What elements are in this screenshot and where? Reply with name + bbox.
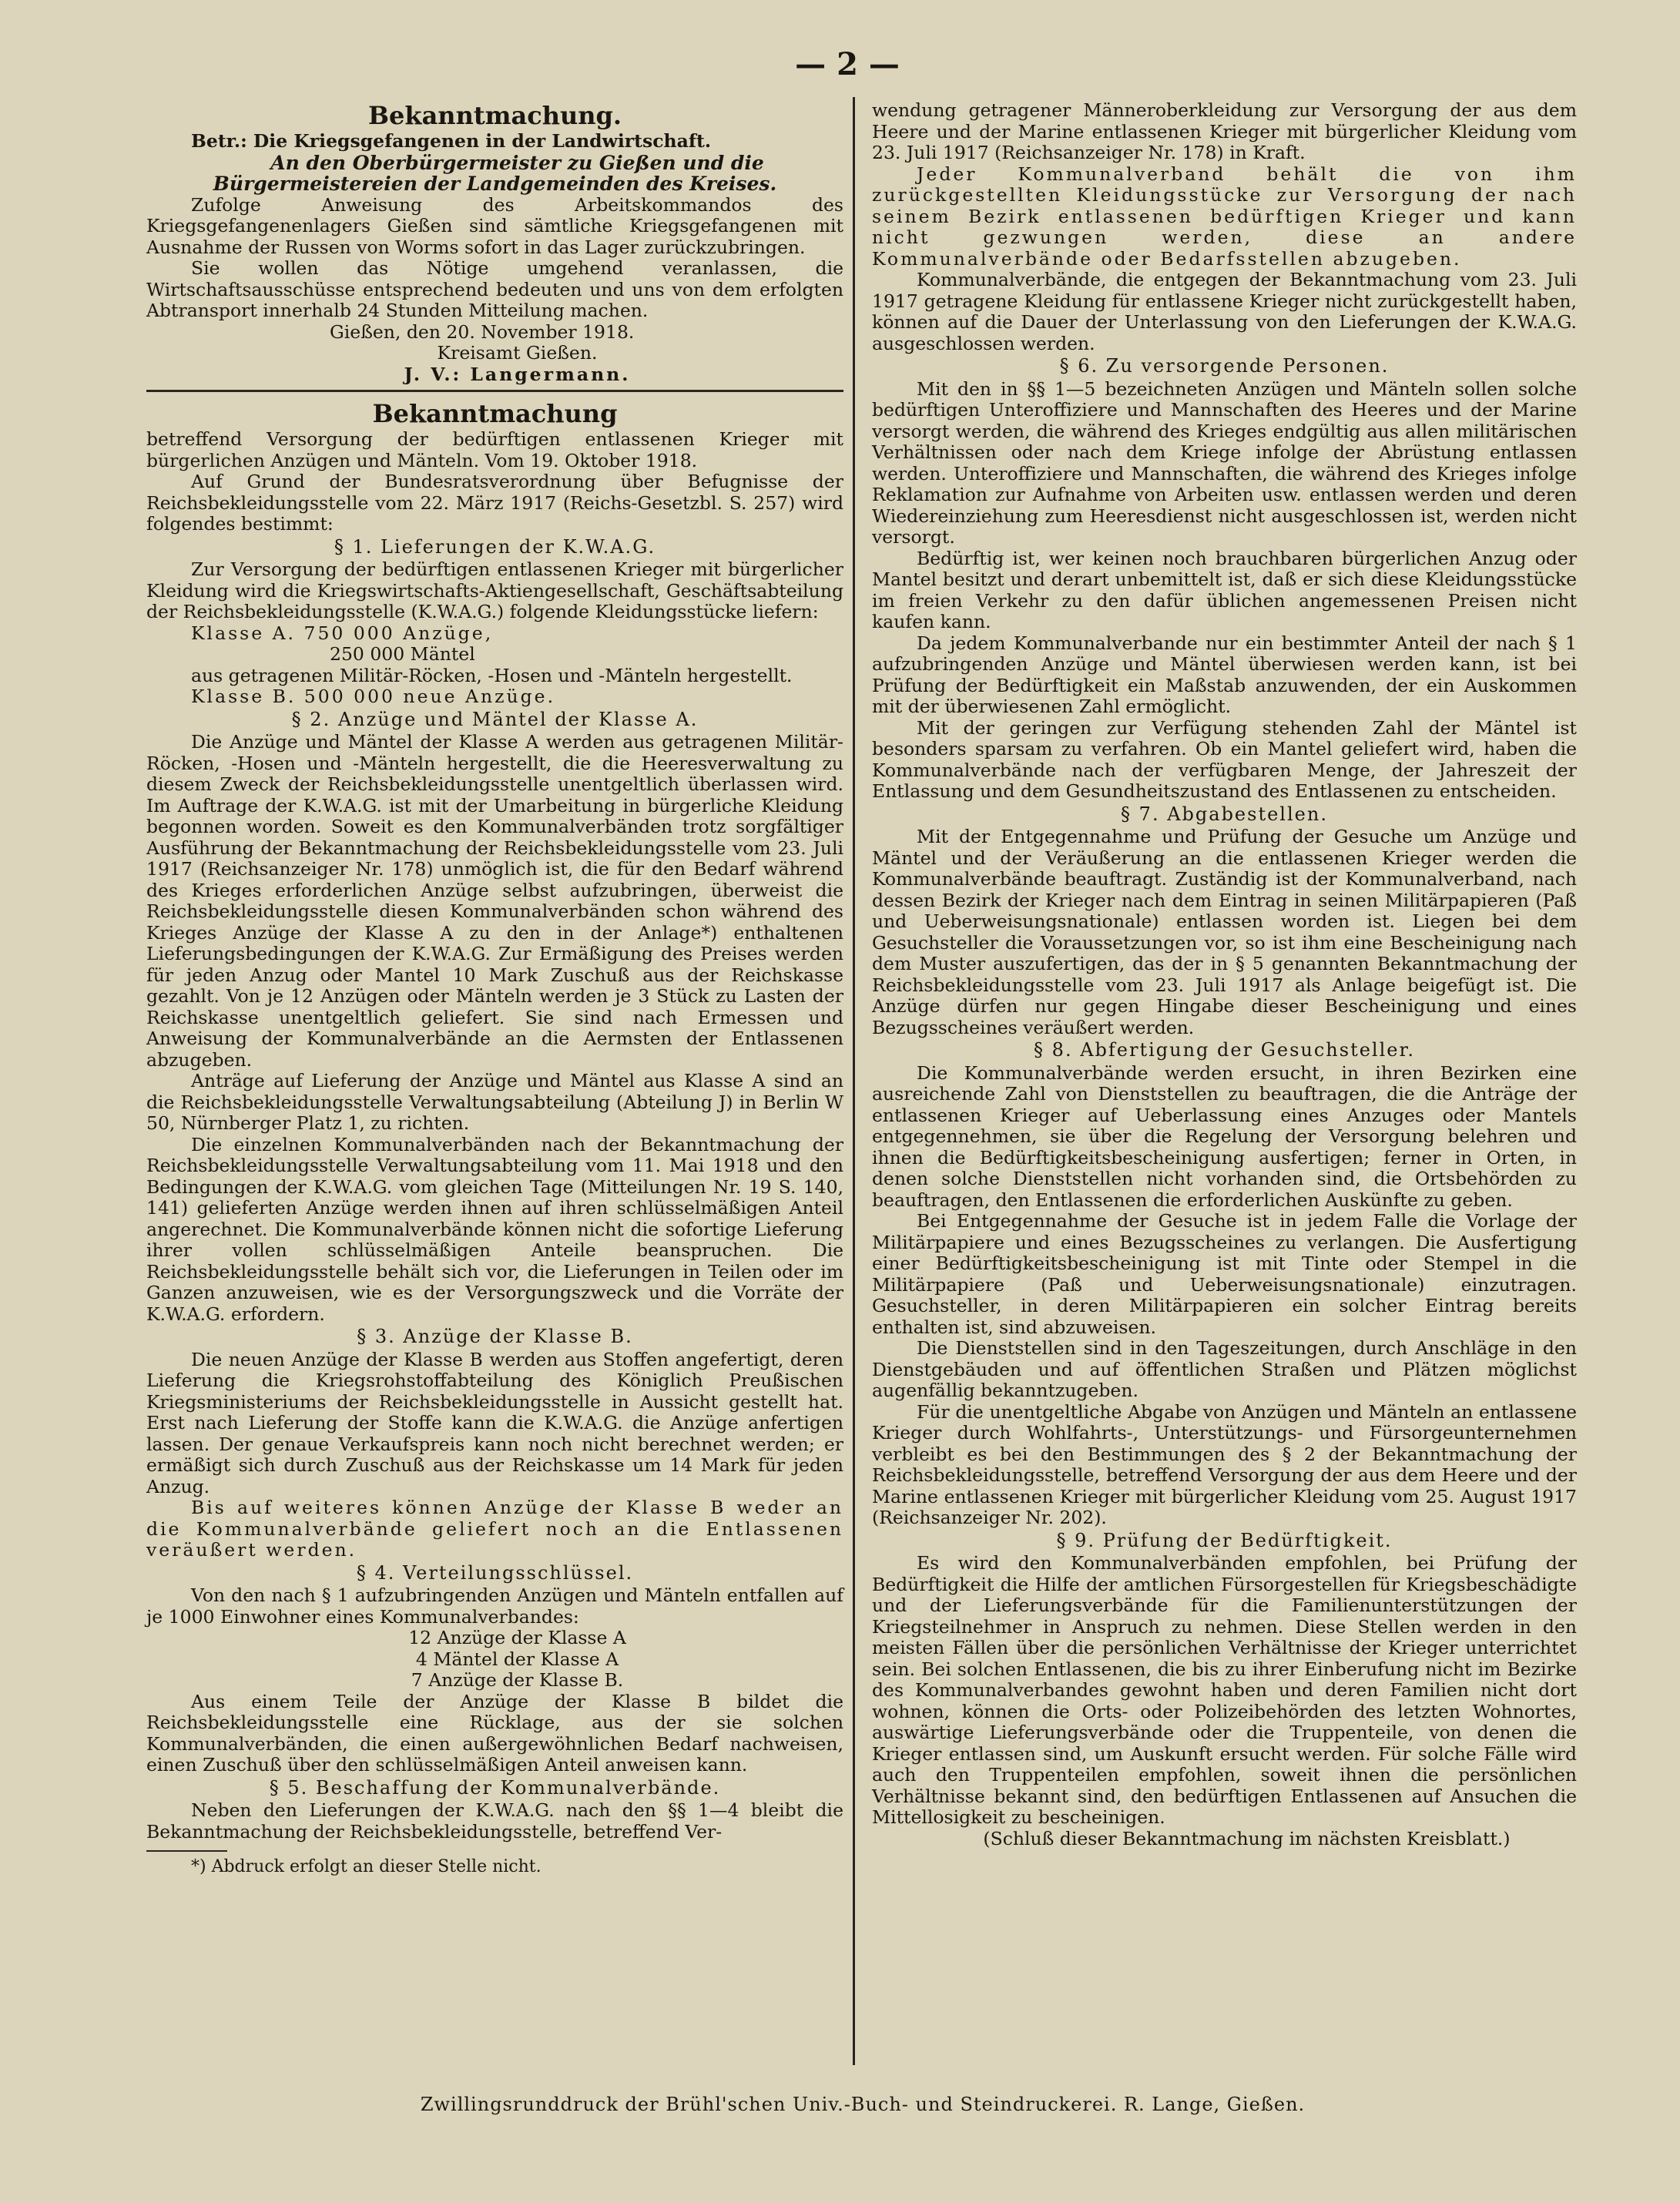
notice-paragraph: Sie wollen das Nötige umgehend veranlassen, die Wirtschaftsausschüsse entsprechend bedeuten und uns von dem erfolgten Abtransport innerhalb 24 Stunden Mitteilung machen. bbox=[146, 257, 843, 321]
printer-imprint: Zwillingsrunddruck der Brühl'schen Univ.-Buch- und Steindruckerei. R. Lange, Gießen. bbox=[420, 2094, 1306, 2115]
section-title: § 6. Zu versorgende Personen. bbox=[1059, 355, 1390, 377]
section-title: § 3. Anzüge der Klasse B. bbox=[357, 1326, 633, 1347]
section-text: Da jedem Kommunalverbande nur ein bestimmter Anteil der nach § 1 aufzubringenden Anzüge und Mäntel überwiesen werden kann, ist bei Prüfung der Bedürftigkeit ein Maßstab anzuwenden, der ein Auskommen mit der überwiesenen Zahl ermöglicht. bbox=[872, 632, 1577, 717]
notice-addressee: An den Oberbürgermeister zu Gießen und die Bürgermeistereien der Landgemeinden des Kreises. bbox=[213, 151, 777, 195]
notice-clothing bbox=[146, 398, 843, 1878]
section-text: Die einzelnen Kommunalverbänden nach der Bekanntmachung der Reichsbekleidungsstelle Verwaltungsabteilung vom 11. Mai 1918 und den Bedingungen der K.W.A.G. vom gleichen Tage (Mitteilungen Nr. 19 S. 140, 141) gelieferten Anzüge werden ihnen auf ihren schlüsselmäßigen Anteil angerechnet. Die Kommunalverbände können nicht die sofortige Lieferung ihrer vollen schlüsselmäßigen Anteile beanspruchen. Die Reichsbekleidungsstelle behält sich vor, die Lieferungen in Teilen oder im Ganzen anzuweisen, wie es der Versorgungszweck und die Vorräte der K.W.A.G. erfordern. bbox=[146, 1133, 843, 1325]
section-text: Von den nach § 1 aufzubringenden Anzügen und Mänteln entfallen auf je 1000 Einwohner eines Kommunalverbandes: bbox=[146, 1584, 843, 1628]
footnote: *) Abdruck erfolgt an dieser Stelle nicht. bbox=[191, 1857, 542, 1876]
section-title: § 9. Prüfung der Bedürftigkeit. bbox=[1056, 1529, 1393, 1551]
notice-heading: Bekanntmachung. bbox=[367, 101, 622, 130]
page-number: — 2 — bbox=[795, 46, 900, 82]
footnote-rule bbox=[146, 1850, 227, 1852]
closing-note: (Schluß dieser Bekanntmachung im nächsten Kreisblatt.) bbox=[983, 1827, 1511, 1849]
section-text: Jeder Kommunalverband behält die von ihm zurückgestellten Kleidungsstücke zur Versorgung der nach seinem Bezirk entlassenen bedürftigen Krieger und kann nicht gezwungen werden, diese an andere Kommunalverbände oder Bedarfsstellen abzugeben. bbox=[872, 163, 1577, 270]
section-text: Anträge auf Lieferung der Anzüge und Mäntel aus Klasse A sind an die Reichsbekleidungsstelle Verwaltungsabteilung (Abteilung J) in Berlin W 50, Nürnberger Platz 1, zu richten. bbox=[146, 1070, 843, 1134]
notice-subject: Betr.: Die Kriegsgefangenen in der Landwirtschaft. bbox=[191, 130, 712, 152]
notice-prisoners bbox=[146, 100, 843, 385]
section-text: Bedürftig ist, wer keinen noch brauchbaren bürgerlichen Anzug oder Mantel besitzt und derart unbemittelt ist, daß er sich diese Kleidungsstücke im freien Verkehr zu den dafür üblichen angemessenen Preisen nicht kaufen kann. bbox=[872, 547, 1577, 632]
section-title: § 4. Verteilungsschlüssel. bbox=[356, 1561, 634, 1584]
section-text: Die Dienststellen sind in den Tageszeitungen, durch Anschläge in den Dienstgebäuden und auf öffentlichen Straßen und Plätzen möglichst augenfällig bekanntzugeben. bbox=[872, 1337, 1577, 1401]
section-text: Zur Versorgung der bedürftigen entlassenen Krieger mit bürgerlicher Kleidung wird die Kriegswirtschafts-Aktiengesellschaft, Geschäftsabteilung der Reichsbekleidungsstelle (K.W.A.G.) folgende Kleidungsstücke liefern: bbox=[146, 558, 843, 622]
section-title: § 8. Abfertigung der Gesuchsteller. bbox=[1034, 1039, 1415, 1061]
distribution-item: 4 Mäntel der Klasse A bbox=[415, 1648, 619, 1670]
divider bbox=[146, 390, 843, 392]
klasse-b-line: Klasse B. 500 000 neue Anzüge. bbox=[191, 686, 556, 707]
right-column bbox=[872, 100, 1577, 1849]
section-text: Es wird den Kommunalverbänden empfohlen, bei Prüfung der Bedürftigkeit die Hilfe der amtlichen Fürsorgestellen für Kriegsbeschädigte und der Lieferungsverbände für die Familienunterstützungen der Kriegsteilnehmer in Anspruch zu nehmen. Diese Stellen werden in den meisten Fällen über die persönlichen Verhältnisse der Krieger unterrichtet sein. Bei solchen Entlassenen, die bis zu ihrer Einberufung nicht im Bezirke des Kommunalverbandes gewohnt haben und deren Familien nicht dort wohnen, können die Orts- oder Polizeibehörden des letzten Wohnortes, auswärtige Lieferungsverbände oder die Truppenteile, von denen die Krieger entlassen sind, um Auskunft ersucht werden. Für solche Fälle wird auch den Truppenteilen empfohlen, soweit ihnen die persönlichen Verhältnisse bekannt sind, den bedürftigen Entlassenen auf Ansuchen die Mittellosigkeit zu bescheinigen. bbox=[872, 1552, 1577, 1828]
section-text: Für die unentgeltliche Abgabe von Anzügen und Mänteln an entlassene Krieger durch Wohlfahrts-, Unterstützungs- und Fürsorgeunternehmen verbleibt es bei den Bestimmungen des § 2 der Bekanntmachung der Reichsbekleidungsstelle, betreffend Versorgung der aus dem Heere und der Marine entlassenen Krieger mit bürgerlicher Kleidung vom 25. August 1917 (Reichsanzeiger Nr. 202). bbox=[872, 1400, 1577, 1528]
notice-signature: J. V.: Langermann. bbox=[404, 363, 631, 385]
column-divider bbox=[853, 97, 855, 2065]
notice-office: Kreisamt Gießen. bbox=[437, 342, 598, 364]
section-text: Neben den Lieferungen der K.W.A.G. nach den §§ 1—4 bleibt die Bekanntmachung der Reichsbekleidungsstelle, betreffend Ver- bbox=[146, 1799, 843, 1843]
distribution-item: 7 Anzüge der Klasse B. bbox=[411, 1669, 624, 1691]
klasse-a-line: 250 000 Mäntel bbox=[330, 643, 475, 665]
section-text: Die neuen Anzüge der Klasse B werden aus Stoffen angefertigt, deren Lieferung die Kriegsrohstoffabteilung des Königlich Preußischen Kriegsministeriums der Reichsbekleidungsstelle in Aussicht gestellt hat. Erst nach Lieferung der Stoffe kann die K.W.A.G. die Anzüge anfertigen lassen. Der genaue Verkaufspreis kann noch nicht berechnet werden; er ermäßigt sich durch Zuschuß aus der Reichskasse um 14 Mark für jeden Anzug. bbox=[146, 1348, 843, 1497]
klasse-a-line: Klasse A. 750 000 Anzüge, bbox=[191, 622, 494, 644]
left-column bbox=[146, 100, 843, 1878]
notice-basis: Auf Grund der Bundesratsverordnung über Befugnisse der Reichsbekleidungsstelle vom 22. März 1917 (Reichs-Gesetzbl. S. 257) wird folgendes bestimmt: bbox=[146, 471, 843, 535]
section-text: Bei Entgegennahme der Gesuche ist in jedem Falle die Vorlage der Militärpapiere und eines Bezugsscheines zu verlangen. Die Ausfertigung einer Bedürftigkeitsbescheinigung ist mit Tinte oder Stempel in die Militärpapiere (Paß und Ueberweisungsnationale) einzutragen. Gesuchsteller, in deren Militärpapieren ein solcher Eintrag bereits enthalten ist, sind abzuweisen. bbox=[872, 1210, 1577, 1338]
section-title: § 1. Lieferungen der K.W.A.G. bbox=[334, 535, 656, 558]
section-text: Mit den in §§ 1—5 bezeichneten Anzügen und Mänteln sollen solche bedürftigen Unteroffiziere und Mannschaften des Heeres und der Marine versorgt werden, die während des Krieges endgültig aus allen militärischen Verhältnissen oder nach dem Kriege infolge der Abrüstung entlassen werden. Unteroffiziere und Mannschaften, die während des Krieges infolge Reklamation zur Aufnahme von Arbeiten usw. entlassen werden und deren Wiedereinziehung zum Heeresdienst nicht ausgeschlossen ist, werden nicht versorgt. bbox=[872, 377, 1577, 548]
klasse-a-line: aus getragenen Militär-Röcken, -Hosen und -Mänteln hergestellt. bbox=[191, 664, 793, 686]
notice-paragraph: Zufolge Anweisung des Arbeitskommandos des Kriegsgefangenenlagers Gießen sind sämtliche Kriegsgefangenen mit Ausnahme der Russen von Worms sofort in das Lager zurückzubringen. bbox=[146, 193, 843, 258]
section-title: § 2. Anzüge und Mäntel der Klasse A. bbox=[291, 708, 699, 730]
section-text: Die Kommunalverbände werden ersucht, in ihren Bezirken eine ausreichende Zahl von Dienststellen zu beauftragen, die die Anträge der entlassenen Krieger auf Ueberlassung eines Anzuges oder Mantels entgegennehmen, sie über die Regelung der Versorgung belehren und ihnen die Bedürftigkeitsbescheinigung ausfertigen; ferner in Orten, in denen solche Dienststellen nicht vorhanden sind, die Ortsbehörden zu beauftragen, den Entlassenen die erforderlichen Auskünfte zu geben. bbox=[872, 1061, 1577, 1211]
section-text: Mit der Entgegennahme und Prüfung der Gesuche um Anzüge und Mäntel und der Veräußerung an die entlassenen Krieger werden die Kommunalverbände beauftragt. Zuständig ist der Kommunalverband, nach dessen Bezirk der Krieger nach dem Eintrag in seinen Militärpapieren (Paß und Ueberweisungsnationale) entlassen worden ist. Liegen bei dem Gesuchsteller die Voraussetzungen vor, so ist ihm eine Bescheinigung nach dem Muster auszufertigen, das der in § 5 genannten Bekanntmachung der Reichsbekleidungsstelle vom 23. Juli 1917 als Anlage beigefügt ist. Die Anzüge dürfen nur gegen Hingabe dieser Bescheinigung und eines Bezugsscheines veräußert werden. bbox=[872, 826, 1577, 1038]
section-text: Aus einem Teile der Anzüge der Klasse B bildet die Reichsbekleidungsstelle eine Rücklage, aus der sie solchen Kommunalverbänden, die einen außergewöhnlichen Bedarf nachweisen, einen Zuschuß über den schlüsselmäßigen Anteil anweisen kann. bbox=[146, 1690, 843, 1775]
notice-intro: betreffend Versorgung der bedürftigen entlassenen Krieger mit bürgerlichen Anzügen und Mänteln. Vom 19. Oktober 1918. bbox=[146, 428, 843, 471]
notice-date: Gießen, den 20. November 1918. bbox=[330, 320, 635, 343]
section-text: Mit der geringen zur Verfügung stehenden Zahl der Mäntel ist besonders sparsam zu verfahren. Ob ein Mantel geliefert wird, haben die Kommunalverbände nach der verfügbaren Menge, der Jahreszeit der Entlassung und dem Gesundheitszustand des Entlassenen zu entscheiden. bbox=[872, 716, 1577, 802]
section-text: wendung getragener Männeroberkleidung zur Versorgung der aus dem Heere und der Marine entlassenen Krieger mit bürgerlicher Kleidung vom 23. Juli 1917 (Reichsanzeiger Nr. 178) in Kraft. bbox=[872, 99, 1577, 163]
section-title: § 7. Abgabestellen. bbox=[1121, 803, 1328, 825]
distribution-item: 12 Anzüge der Klasse A bbox=[408, 1627, 626, 1648]
section-title: § 5. Beschaffung der Kommunalverbände. bbox=[269, 1776, 721, 1799]
section-text: Bis auf weiteres können Anzüge der Klasse B weder an die Kommunalverbände geliefert noch an die Entlassenen veräußert werden. bbox=[146, 1497, 843, 1561]
notice-heading: Bekanntmachung bbox=[372, 399, 618, 428]
section-text: Kommunalverbände, die entgegen der Bekanntmachung vom 23. Juli 1917 getragene Kleidung für entlassene Krieger nicht zurückgestellt haben, können auf die Dauer der Unterlassung von den Lieferungen der K.W.A.G. ausgeschlossen werden. bbox=[872, 269, 1577, 354]
section-text: Die Anzüge und Mäntel der Klasse A werden aus getragenen Militär-Röcken, -Hosen und -Mänteln hergestellt, die die Heeresverwaltung zu diesem Zweck der Reichsbekleidungsstelle unentgeltlich überlassen wird. Im Auftrage der K.W.A.G. ist mit der Umarbeitung in bürgerliche Kleidung begonnen worden. Soweit es den Kommunalverbänden trotz sorgfältiger Ausführung der Bekanntmachung der Reichsbekleidungsstelle vom 23. Juli 1917 (Reichsanzeiger Nr. 178) unmöglich ist, die für den Bedarf während des Krieges erforderlichen Anzüge selbst aufzubringen, überweist die Reichsbekleidungsstelle diesen Kommunalverbänden schon während des Krieges Anzüge der Klasse A zu den in der Anlage*) enthaltenen Lieferungsbedingungen der K.W.A.G. Zur Ermäßigung des Preises werden für jeden Anzug oder Mantel 10 Mark Zuschuß aus der Reichskasse gezahlt. Von je 12 Anzügen oder Mänteln werden je 3 Stück zu Lasten der Reichskasse unentgeltlich geliefert. Sie sind nach Ermessen und Anweisung der Kommunalverbände an die Aermsten der Entlassenen abzugeben. bbox=[146, 731, 843, 1071]
